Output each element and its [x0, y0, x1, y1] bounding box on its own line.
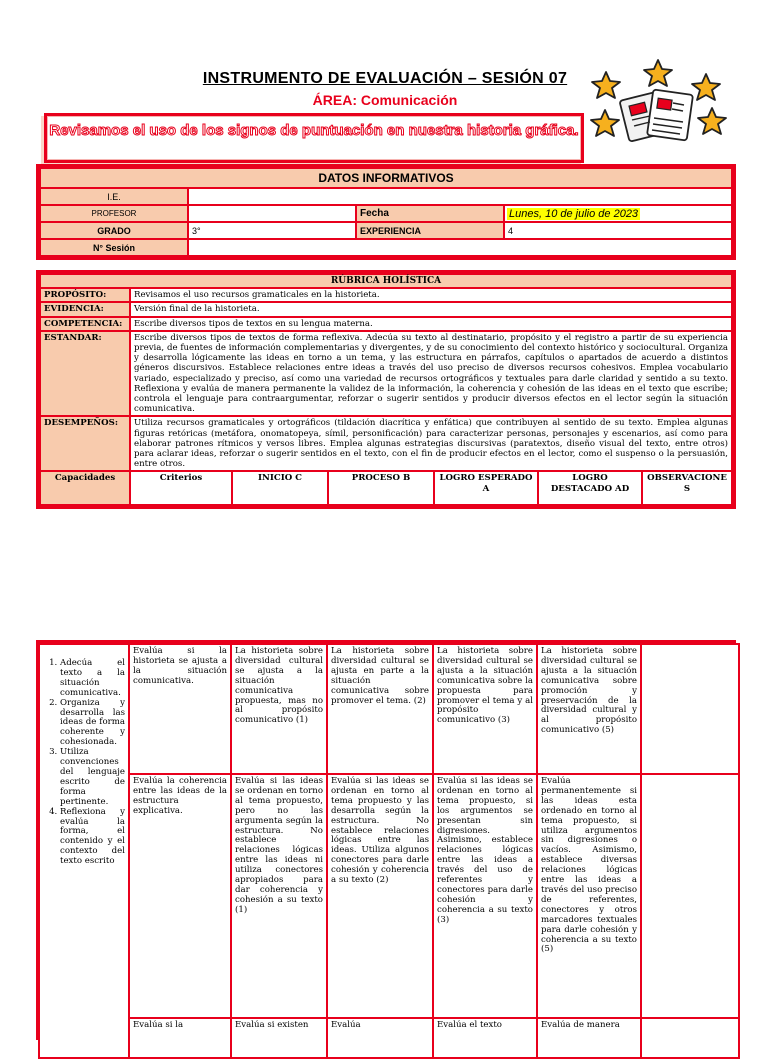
ie-label: I.E. [40, 188, 188, 205]
criterio-cell: Evalúa si la [129, 1018, 231, 1058]
capacidad-item: 2. Organiza y desarrolla las ideas de forma coherente y cohesionada. [60, 699, 125, 749]
desempenos-label: DESEMPEÑOS: [40, 416, 130, 471]
col-proceso: PROCESO B [328, 471, 434, 505]
logro-cell: Evalúa el texto [433, 1018, 537, 1058]
destacado-cell: Evalúa permanentemente si las ideas esta ordenado en torno al tema propuesto, si utiliza argumentos sin digresiones o vacíos. Asimismo, establece diversas relaciones lógicas entre las ideas a través del uso preciso de referentes, conectores y otros marcadores textuales para darle cohesión y coherencia a su texto (5) [537, 774, 641, 1018]
experiencia-label: EXPERIENCIA [356, 222, 504, 239]
grado-label: GRADO [40, 222, 188, 239]
datos-informativos [36, 164, 736, 260]
proposito-label: PROPÓSITO: [40, 288, 130, 302]
col-logro-esperado: LOGRO ESPERADO A [434, 471, 538, 505]
profesor-value [188, 205, 356, 222]
newspaper-stars-icon [588, 58, 733, 148]
rubrica-heading: RÚBRICA HOLÍSTICA [40, 274, 732, 288]
col-capacidades: Capacidades [40, 471, 130, 505]
competencia-text: Escribe diversos tipos de textos en su lengua materna. [130, 317, 732, 331]
grado-value: 3° [188, 222, 356, 239]
area-subtitle: ÁREA: Comunicación [312, 92, 458, 108]
proceso-cell: La historieta sobre diversidad cultural se ajusta en parte a la situación comunicativa sobre promover el tema. (2) [327, 644, 433, 774]
session-banner [44, 113, 584, 163]
observaciones-cell [641, 774, 739, 1018]
proceso-cell: Evalúa [327, 1018, 433, 1058]
evidencia-text: Versión final de la historieta. [130, 302, 732, 316]
datos-heading: DATOS INFORMATIVOS [40, 168, 732, 188]
col-logro-destacado: LOGRO DESTACADO AD [538, 471, 642, 505]
proceso-cell: Evalúa si las ideas se ordenan en torno al tema propuesto y las desarrolla según la estructura. No establece relaciones lógicas entre las ideas. Utiliza algunos conectores para darle cohesión y coherencia a su texto (2) [327, 774, 433, 1018]
inicio-cell: Evalúa si existen [231, 1018, 327, 1058]
evidencia-label: EVIDENCIA: [40, 302, 130, 316]
table-row [39, 774, 739, 1018]
criterio-cell: Evalúa si la historieta se ajusta a la situación comunicativa. [129, 644, 231, 774]
sesion-label: N° Sesión [40, 239, 188, 256]
capacidades-cell [39, 644, 129, 1058]
capacidad-item: 1. Adecúa el texto a la situación comunicativa. [60, 659, 125, 699]
criterio-cell: Evalúa la coherencia entre las ideas de la estructura explicativa. [129, 774, 231, 1018]
newspaper-icon [619, 89, 693, 141]
observaciones-cell [641, 644, 739, 774]
observaciones-cell [641, 1018, 739, 1058]
page-title: INSTRUMENTO DE EVALUACIÓN – SESIÓN 07 [202, 70, 568, 87]
col-inicio: INICIO C [232, 471, 328, 505]
capacidad-item: 3. Utiliza convenciones del lenguaje escrito de forma pertinente. [60, 748, 125, 807]
destacado-cell: Evalúa de manera [537, 1018, 641, 1058]
sesion-value [188, 239, 732, 256]
logro-cell: Evalúa si las ideas se ordenan en torno al tema propuesto, si los argumentos se presentan sin digresiones. Asimismo, establece relaciones lógicas entre las ideas a través del uso de referentes y conectores para darle cohesión y coherencia a su texto (3) [433, 774, 537, 1018]
capacidad-item: 4. Reflexiona y evalúa la forma, el contenido y el contexto del texto escrito [60, 808, 125, 867]
experiencia-value: 4 [504, 222, 732, 239]
rubrica-holistica [36, 270, 736, 509]
logro-cell: La historieta sobre diversidad cultural se ajusta a la situación comunicativa sobre la propuesta para promover el tema y al propósito comunicativo (3) [433, 644, 537, 774]
destacado-cell: La historieta sobre diversidad cultural se ajusta a la situación comunicativa sobre promoción y preservación de la diversidad cultural y al propósito comunicativo (5) [537, 644, 641, 774]
inicio-cell: La historieta sobre diversidad cultural se ajusta a la situación comunicativa propuesta, mas no al propósito comunicativo (1) [231, 644, 327, 774]
session-banner-text: Revisamos el uso de los signos de puntuación en nuestra historia gráfica. [49, 122, 579, 139]
criteria-table [36, 640, 736, 1040]
inicio-cell: Evalúa si las ideas se ordenan en torno al tema propuesto, pero no las argumenta según la estructura. No establece relaciones lógicas entre las ideas ni utiliza conectores apropiados para dar coherencia y cohesión a su texto (1) [231, 774, 327, 1018]
fecha-label: Fecha [356, 205, 504, 222]
col-criterios: Criterios [130, 471, 232, 505]
estandar-text: Escribe diversos tipos de textos de forma reflexiva. Adecúa su texto al destinatario, propósito y el registro a partir de su experiencia previa, de fuentes de información complementarias y divergentes, y de su conocimiento del contexto histórico y sociocultural. Organiza y desarrolla lógicamente las ideas en torno a un tema, y las estructura en párrafos, capítulos o apartados de acuerdo a distintos géneros discursivos. Establece relaciones entre ideas a través del uso preciso de diversos recursos cohesivos. Emplea vocabulario variado, especializado y preciso, así como una variedad de recursos ortográficos y textuales para darle claridad y sentido a su texto. Reflexiona y evalúa de manera permanente la validez de la información, la coherencia y cohesión de las ideas en el texto que escribe; controla el lenguaje para contraargumentar, reforzar o sugerir sentidos y producir diversos efectos en el lector según la situación comunicativa. [130, 331, 732, 417]
table-row [39, 1018, 739, 1058]
proposito-text: Revisamos el uso recursos gramaticales en la historieta. [130, 288, 732, 302]
profesor-label: PROFESOR [40, 205, 188, 222]
estandar-label: ESTANDAR: [40, 331, 130, 417]
col-observaciones: OBSERVACIONES [642, 471, 732, 505]
competencia-label: COMPETENCIA: [40, 317, 130, 331]
fecha-value: Lunes, 10 de julio de 2023 [509, 207, 639, 220]
table-row [39, 644, 739, 774]
ie-value [188, 188, 732, 205]
desempenos-text: Utiliza recursos gramaticales y ortográficos (tildación diacrítica y enfática) que contribuyen al sentido de su texto. Emplea algunas figuras retóricas (metáfora, onomatopeya, símil, personificación) para caracterizar personas, personajes y escenarios, así como para elaborar patrones rítmicos y versos libres. Emplea algunas estrategias discursivas (paratextos, diseño visual del texto, entre otros) para aclarar ideas, reforzar o sugerir sentidos en el texto, con el fin de producir efectos en el lector, como el suspenso o la persuasión, entre otros. [130, 416, 732, 471]
